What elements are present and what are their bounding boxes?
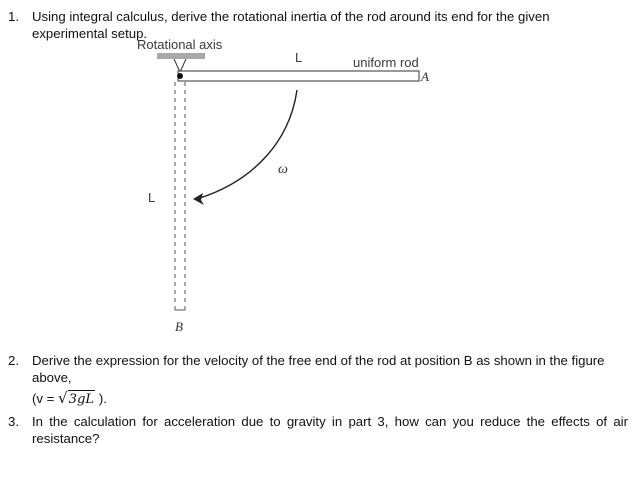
question-1-number: 1. (8, 9, 19, 24)
formula-radicand: 3gL (68, 392, 95, 407)
question-3-text: In the calculation for acceleration due to gravity in part 3, how can you reduce the effects of air resistance? (32, 414, 628, 446)
axis-mount (157, 53, 205, 59)
formula-suffix: ). (95, 391, 107, 406)
square-root-icon: √ (58, 389, 68, 407)
side-length-label: L (148, 190, 156, 205)
omega-label: ω (278, 162, 288, 177)
top-length-label: L (295, 50, 303, 65)
question-2-number: 2. (8, 353, 19, 368)
formula-prefix: (v = (32, 391, 59, 406)
end-label-a: A (421, 69, 429, 84)
question-2-text: Derive the expression for the velocity of the free end of the rod at position B as shown in the figure above, (32, 353, 605, 385)
rotational-axis-label: Rotational axis (137, 37, 223, 52)
question-1-text: Using integral calculus, derive the rotational inertia of the rod around its end for the given experimental setup. (32, 9, 550, 41)
question-3-number: 3. (8, 414, 19, 429)
pivot-icon (174, 59, 186, 72)
question-2-body (32, 352, 628, 408)
uniform-rod-horizontal (178, 71, 419, 81)
end-label-b: B (175, 319, 183, 334)
question-2-formula (32, 390, 628, 408)
rotation-arc (200, 90, 297, 198)
rotation-arrowhead-icon (193, 193, 204, 205)
rod-label: uniform rod (353, 55, 419, 70)
pivot-point (177, 73, 183, 79)
